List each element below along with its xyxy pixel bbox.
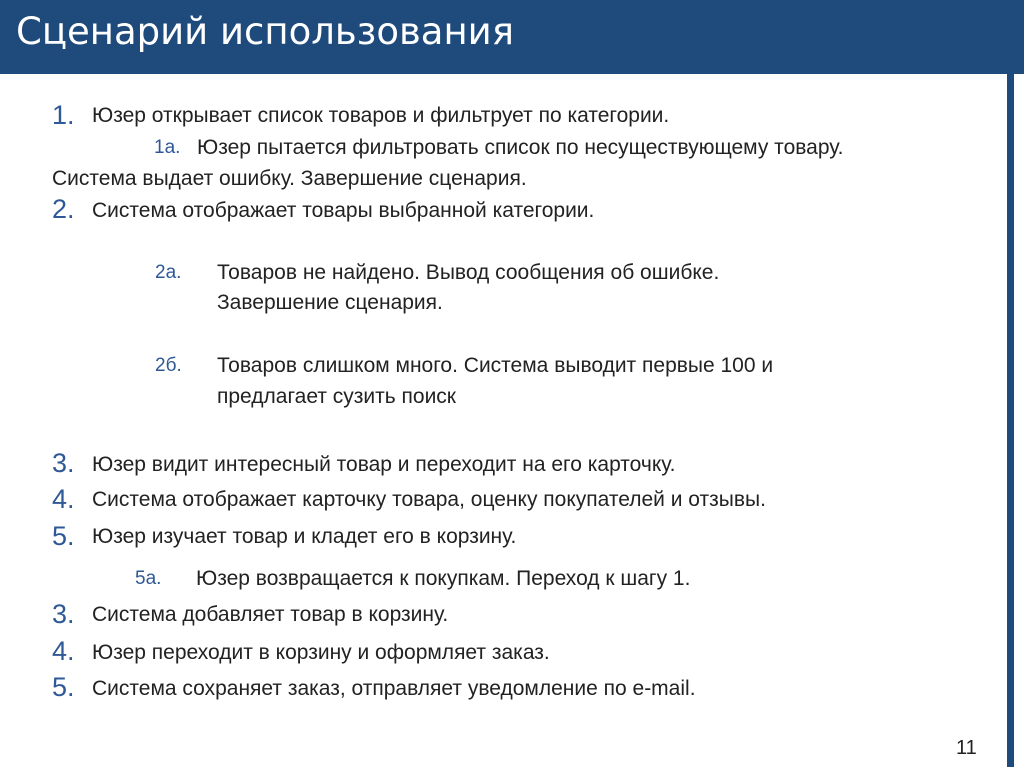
step-number: 2. xyxy=(52,194,75,224)
substep-text: Товаров не найдено. Вывод сообщения об ошибке. xyxy=(217,261,720,284)
substep-number: 1а. xyxy=(154,137,181,158)
substep-number: 2а. xyxy=(155,262,182,283)
right-accent-bar xyxy=(1007,74,1014,767)
step-text: Система сохраняет заказ, отправляет уведомление по e-mail. xyxy=(92,677,696,700)
step-text: Юзер изучает товар и кладет его в корзину. xyxy=(92,525,517,548)
substep-text: Юзер пытается фильтровать список по несуществующему товару. xyxy=(197,136,844,159)
step-number: 1. xyxy=(52,100,75,130)
substep-text-continued: предлагает сузить поиск xyxy=(217,385,456,408)
step-text: Система добавляет товар в корзину. xyxy=(92,603,449,626)
substep-text-continued: Система выдает ошибку. Завершение сценария. xyxy=(52,167,527,190)
substep-number: 2б. xyxy=(155,355,182,376)
step-number: 4. xyxy=(52,484,75,514)
substep-text: Юзер возвращается к покупкам. Переход к шагу 1. xyxy=(196,567,691,590)
title-bar xyxy=(0,0,1024,74)
step-number: 5. xyxy=(52,521,75,551)
step-text: Система отображает карточку товара, оценку покупателей и отзывы. xyxy=(92,488,766,511)
step-text: Юзер открывает список товаров и фильтрует по категории. xyxy=(92,104,670,127)
step-number: 3. xyxy=(52,599,75,629)
page-number: 11 xyxy=(956,737,977,759)
step-number: 3. xyxy=(52,448,75,478)
step-number: 4. xyxy=(52,636,75,666)
step-text: Юзер видит интересный товар и переходит на его карточку. xyxy=(92,453,676,476)
step-text: Юзер переходит в корзину и оформляет заказ. xyxy=(92,641,550,664)
slide-title: Сценарий использования xyxy=(16,10,514,53)
step-number: 5. xyxy=(52,672,75,702)
substep-number: 5а. xyxy=(135,568,162,589)
step-text: Система отображает товары выбранной категории. xyxy=(92,199,595,222)
substep-text: Товаров слишком много. Система выводит первые 100 и xyxy=(217,354,774,377)
substep-text-continued: Завершение сценария. xyxy=(217,291,443,314)
